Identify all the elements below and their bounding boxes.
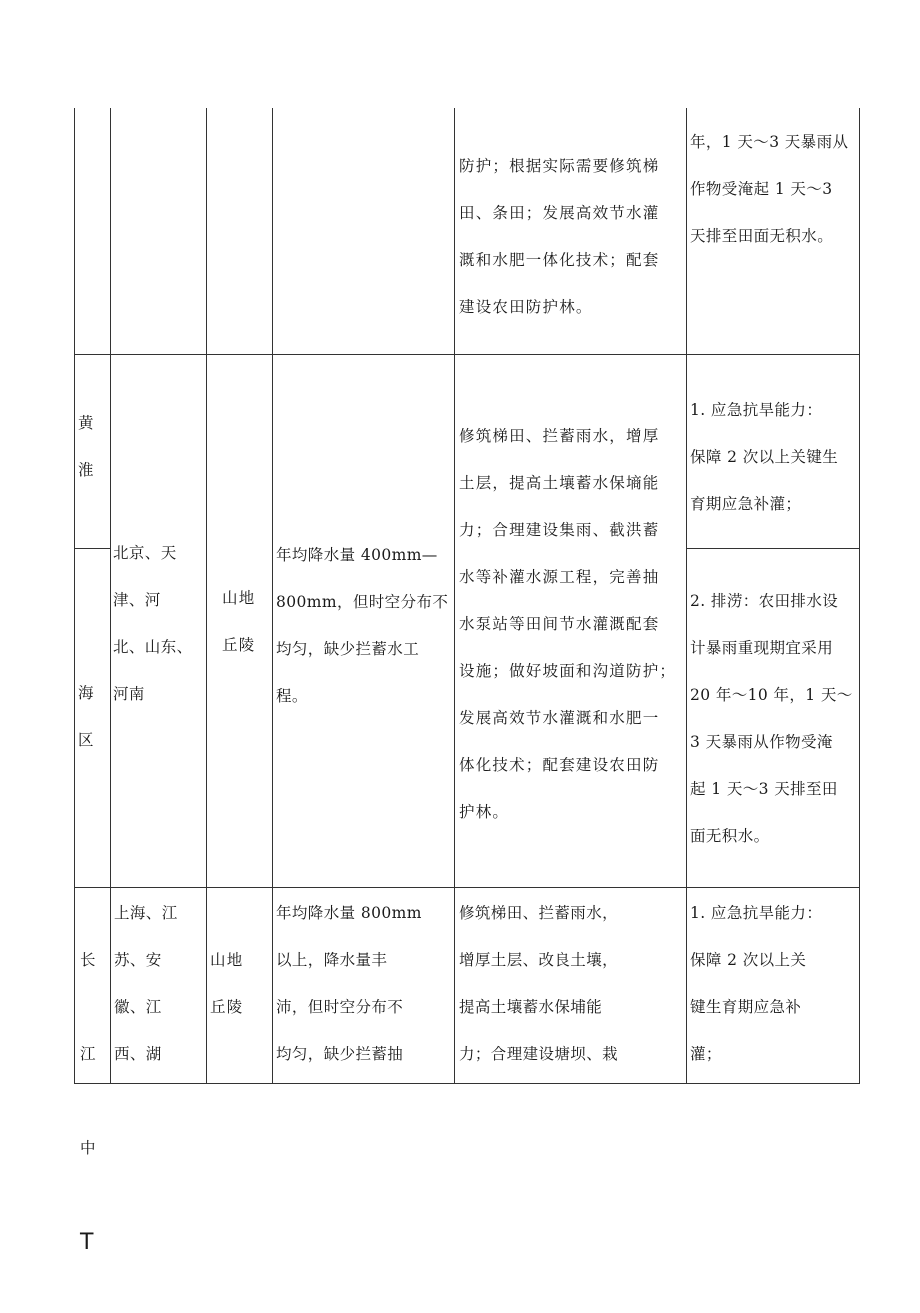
row3-region-line-3: 中 xyxy=(80,1139,96,1157)
column-divider-5 xyxy=(686,108,687,1084)
row3-provinces-cell: 上海、江 苏、安 徽、江 西、湖 xyxy=(114,904,178,1063)
row2-climate-cell: 年均降水量 400mm— 800mm，但时空分布不 均匀，缺少拦蓄水工 程。 xyxy=(276,546,449,705)
row2-terrain-cell: 山地 丘陵 xyxy=(222,589,256,654)
table-left-border xyxy=(74,108,75,1084)
row2-standard-part1: 1. 应急抗旱能力： 保障 2 次以上关键生 育期应急补灌； xyxy=(690,401,839,513)
row3-region-line-4: T xyxy=(80,1230,94,1255)
row3-region-line-2: 江 xyxy=(80,1045,96,1063)
column-divider-4 xyxy=(454,108,455,1084)
standard-split-line xyxy=(686,548,860,549)
column-divider-1 xyxy=(110,108,111,1084)
table-right-border xyxy=(859,108,860,1084)
row2-region-part2: 海 区 xyxy=(78,684,94,749)
row3-measures-cell: 修筑梯田、拦蓄雨水， 增厚土层、改良土壤， 提高土壤蓄水保埔能 力；合理建设塘坝、栽 xyxy=(459,904,619,1063)
column-divider-3 xyxy=(272,108,273,1084)
row2-measures-cell: 修筑梯田、拦蓄雨水，增厚 土层，提高土壤蓄水保墒能 力；合理建设集雨、截洪蓄 水等补灌水源工程，完善抽 水泵站等田间节水灌溉配套 设施；做好坡面和沟道防护； 发展高效节水灌溉和水肥一 体化技术；配套建设农田防 护林。 xyxy=(459,427,677,821)
row2-provinces-cell: 北京、天 津、河 北、山东、 河南 xyxy=(113,544,193,703)
row1-standard-cell: 年，1 天～3 天暴雨从 作物受淹起 1 天～3 天排至田面无积水。 xyxy=(690,133,849,245)
row2-standard-part2: 2. 排涝：农田排水设 计暴雨重现期宜采用 20 年～10 年，1 天～ 3 天暴雨从作物受淹 起 1 天～3 天排至田 面无积水。 xyxy=(690,592,853,845)
table-bottom-border xyxy=(74,1083,860,1084)
row3-region-cell xyxy=(80,890,108,1313)
row3-climate-cell: 年均降水量 800mm 以上，降水量丰 沛，但时空分布不 均匀，缺少拦蓄抽 xyxy=(276,904,422,1063)
row3-region-line-1: 长 xyxy=(80,951,96,969)
row2-region-part1: 黄 淮 xyxy=(78,414,94,479)
row3-terrain-cell: 山地 丘陵 xyxy=(210,951,244,1016)
column-divider-2 xyxy=(206,108,207,1084)
row-divider-1 xyxy=(74,354,860,355)
row3-standard-cell: 1. 应急抗旱能力： 保障 2 次以上关 键生育期应急补 灌； xyxy=(690,904,823,1063)
row1-measures-cell: 防护；根据实际需要修筑梯 田、条田；发展高效节水灌 溉和水肥一体化技术；配套 建设农田防护林。 xyxy=(459,157,660,316)
region-split-line xyxy=(74,548,110,549)
row-divider-2 xyxy=(74,887,860,888)
